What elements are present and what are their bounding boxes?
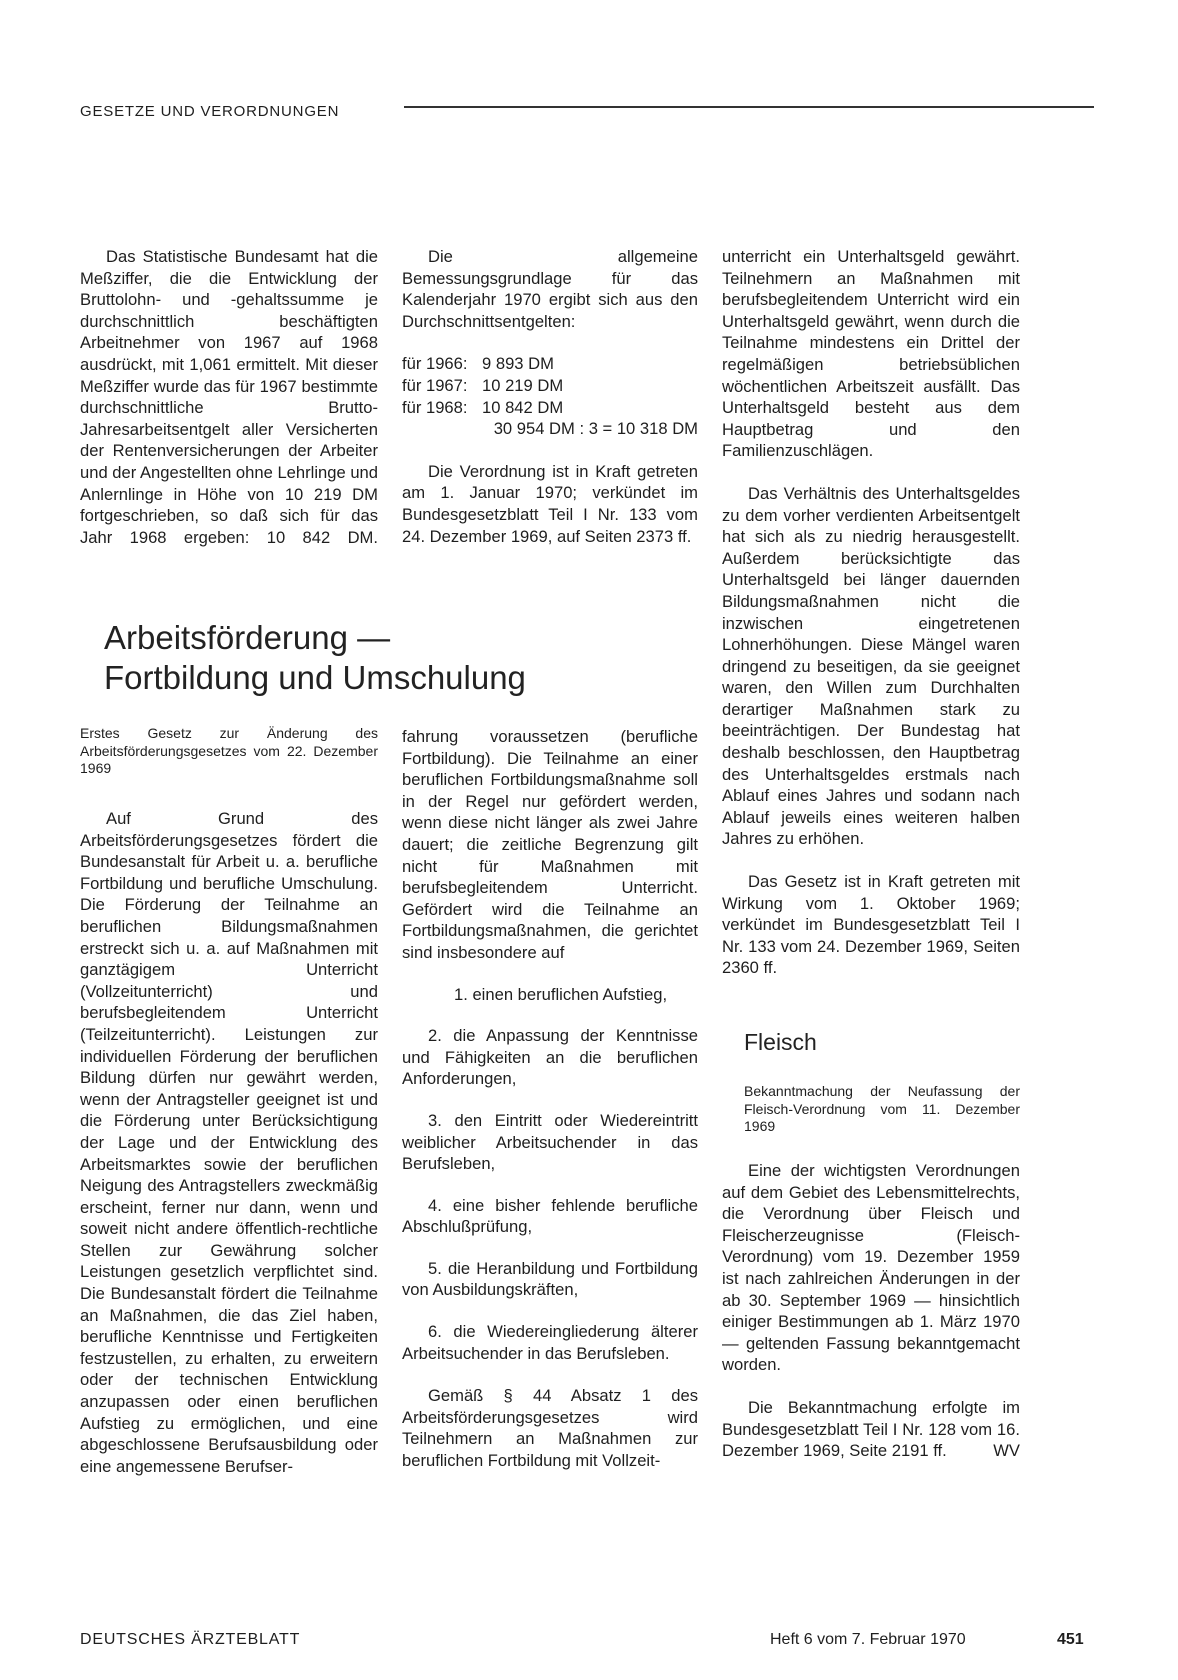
amount-row [402, 353, 698, 375]
body-paragraph: fahrung voraussetzen (berufliche Fortbildung). Die Teilnahme an einer beruflichen Fortbildungsmaßnahme soll in der Regel nur gefördert werden, wenn diese nicht länger als zwei Jahre dauert; die zeitliche Begrenzung gilt nicht für Maßnahmen mit berufsbegleitendem Unterricht. Gefördert wird die Teilnahme an Fortbildungsmaßnahmen, die gerichtet sind insbesondere auf [402, 727, 698, 962]
amount-row [402, 397, 698, 419]
section-title-line1: Arbeitsförderung — [104, 619, 391, 656]
amount-label: für 1968: [402, 397, 468, 417]
section-title-fleisch [744, 1028, 1024, 1056]
statistik-paragraph: Das Statistische Bundesamt hat die Meßziffer, die die Entwicklung der Bruttolohn- und -gehaltssumme je durchschnittlich beschäftigten Arbeitnehmer von 1967 auf 1968 ausdrückt, mit 1,061 ermittelt. Mit dieser Meßziffer wurde das für 1967 bestimmte durchschnittliche Brutto-Jahresarbeitsentgelt aller Versicherten der Rentenversicherungen der Arbeiter und der Angestellten ohne Lehrlinge und Anlernlinge in Höhe von 10 219 DM fortgeschrieben, so daß sich für das Jahr 1968 ergeben: 10 842 DM. [80, 247, 379, 547]
body-paragraph: Auf Grund des Arbeitsförderungsgesetzes fördert die Bundesanstalt für Arbeit u. a. berufliche Fortbildung und berufliche Umschulung. Die Förderung der Teilnahme an beruflichen Bildungsmaßnahmen erstreckt sich u. a. auf Maßnahmen mit ganztägigem Unterricht (Vollzeitunterricht) und berufsbegleitendem Unterricht (Teilzeitunterricht). Leistungen zur individuellen Förderung der beruflichen Bildung dürfen nur gewährt werden, wenn der Antragsteller geeignet ist und die Förderung unter Berücksichtigung der Lage und der Entwicklung des Arbeitsmarktes sowie der beruflichen Neigung des Antragstellers zweckmäßig erscheint, ferner nur dann, wenn und soweit nicht andere öffentlich-rechtliche Stellen zur Gewährung solcher Leistungen gesetzlich verpflichtet sind. Die Bundesanstalt fördert die Teilnahme an Maßnahmen, die das Ziel haben, berufliche Kenntnisse und Fertigkeiten festzustellen, zu erhalten, zu erweitern oder der technischen Entwicklung anzupassen oder einen beruflichen Aufstieg zu ermöglichen, und eine abgeschlossene Berufsausbildung oder eine angemessene Berufser- [80, 809, 378, 1476]
page-number: 451 [1057, 1631, 1084, 1648]
verordnung-in-force: Die Verordnung ist in Kraft getreten am 1. Januar 1970; verkündet im Bundesgesetzblatt Teil I Nr. 133 vom 24. Dezember 1969, auf Seiten 2373 ff. [402, 461, 698, 546]
col2-top [402, 246, 698, 547]
footer-journal: DEUTSCHES ÄRZTEBLATT [80, 1631, 301, 1648]
list-item: 6. die Wiedereingliederung älterer Arbeitsuchender in das Berufsleben. [402, 1322, 698, 1363]
list-item: 2. die Anpassung der Kenntnisse und Fähigkeiten an die beruflichen Anforderungen, [402, 1026, 698, 1089]
col1-top [80, 246, 378, 548]
subtitle-text: Bekanntmachung der Neufassung der Fleisch-Verordnung vom 11. Dezember 1969 [744, 1083, 1020, 1134]
amount-value: 10 219 DM [482, 375, 564, 395]
paragraph-44: Gemäß § 44 Absatz 1 des Arbeitsförderungsgesetzes wird Teilnehmern an Maßnahmen zur beruflichen Fortbildung mit Vollzeit- [402, 1386, 698, 1471]
amount-sum: 30 954 DM : 3 = 10 318 DM [493, 419, 698, 439]
bemessung-intro: Die allgemeine Bemessungsgrundlage für das Kalenderjahr 1970 ergibt sich aus den Durchschnittsentgelten: [402, 247, 698, 331]
running-title: GESETZE UND VERORDNUNGEN [80, 103, 340, 120]
amount-value: 9 893 DM [482, 354, 554, 374]
section-title-arbeitsfoerderung [104, 618, 664, 698]
list-item: 5. die Heranbildung und Fortbildung von Ausbildungskräften, [402, 1258, 698, 1300]
amount-value: 10 842 DM [482, 397, 564, 417]
section2-body [722, 1160, 1020, 1462]
amount-list [402, 353, 698, 439]
amount-label: für 1967: [402, 375, 468, 395]
section1-col1 [80, 808, 378, 1477]
bekanntmachung-text: Die Bekanntmachung erfolgte im Bundesgesetzblatt Teil I Nr. 128 vom 16. Dezember 1969, Seite 2191 ff. [722, 1397, 1020, 1461]
section-title-line2: Fortbildung und Umschulung [104, 659, 526, 696]
amount-label: für 1966: [402, 354, 468, 374]
col3-top [722, 246, 1020, 979]
fleisch-paragraph: Eine der wichtigsten Verordnungen auf dem Gebiet des Lebensmittelrechts, die Verordnung über Fleisch und Fleischerzeugnisse (Fleisch-Verordnung) vom 19. Dezember 1959 ist nach zahlreichen Änderungen in der ab 30. September 1969 — hinsichtlich einiger Bestimmungen ab 1. März 1970 — geltenden Fassung bekanntgemacht worden. [722, 1161, 1020, 1375]
author-initials: WV [993, 1441, 1020, 1461]
list-item: 1. einen beruflichen Aufstieg, [454, 984, 668, 1004]
gesetz-in-force: Das Gesetz ist in Kraft getreten mit Wirkung vom 1. Oktober 1969; verkündet im Bundesgesetzblatt Teil I Nr. 133 vom 24. Dezember 1969, Seiten 2360 ff. [722, 872, 1020, 978]
amount-row [402, 375, 698, 397]
section1-subtitle [80, 725, 378, 778]
unterhaltsgeld-paragraph: unterricht ein Unterhaltsgeld gewährt. Teilnehmern an Maßnahmen mit berufsbegleitendem Unterricht wird ein Unterhaltsgeld gewährt, wenn durch die Teilnahme mindestens ein Drittel der regelmäßigen betriebsüblichen wöchentlichen Arbeitszeit ausfällt. Das Unterhaltsgeld besteht aus dem Hauptbetrag und den Familienzuschlägen. [722, 247, 1020, 461]
section1-col2 [402, 726, 698, 1472]
fleisch-title: Fleisch [744, 1029, 817, 1055]
header-rule [404, 106, 1094, 108]
list-item: 4. eine bisher fehlende berufliche Abschlußprüfung, [402, 1195, 698, 1237]
list-item: 3. den Eintritt oder Wiedereintritt weiblicher Arbeitsuchender in das Berufsleben, [402, 1110, 698, 1174]
subtitle-text: Erstes Gesetz zur Änderung des Arbeitsförderungsgesetzes vom 22. Dezember 1969 [80, 725, 378, 776]
verhaeltnis-paragraph: Das Verhältnis des Unterhaltsgeldes zu dem vorher verdienten Arbeitsentgelt hat sich als zu niedrig herausgestellt. Außerdem berücksichtigte das Unterhaltsgeld bei länger dauernden Bildungsmaßnahmen nicht die inzwischen eingetretenen Lohnerhöhungen. Diese Mängel waren dringend zu beseitigen, da sie geeignet waren, den Willen zum Durchhalten derartiger Maßnahmen stark zu beeinträchtigen. Der Bundestag hat deshalb beschlossen, den Hauptbetrag des Unterhaltsgeldes erstmals nach Ablauf eines Jahres und sodann nach Ablauf jeweils eines weiteren halben Jahres zu erhöhen. [722, 483, 1020, 849]
section2-subtitle [744, 1083, 1020, 1136]
bekanntmachung-paragraph [722, 1397, 1020, 1462]
footer-issue: Heft 6 vom 7. Februar 1970 [770, 1631, 966, 1648]
